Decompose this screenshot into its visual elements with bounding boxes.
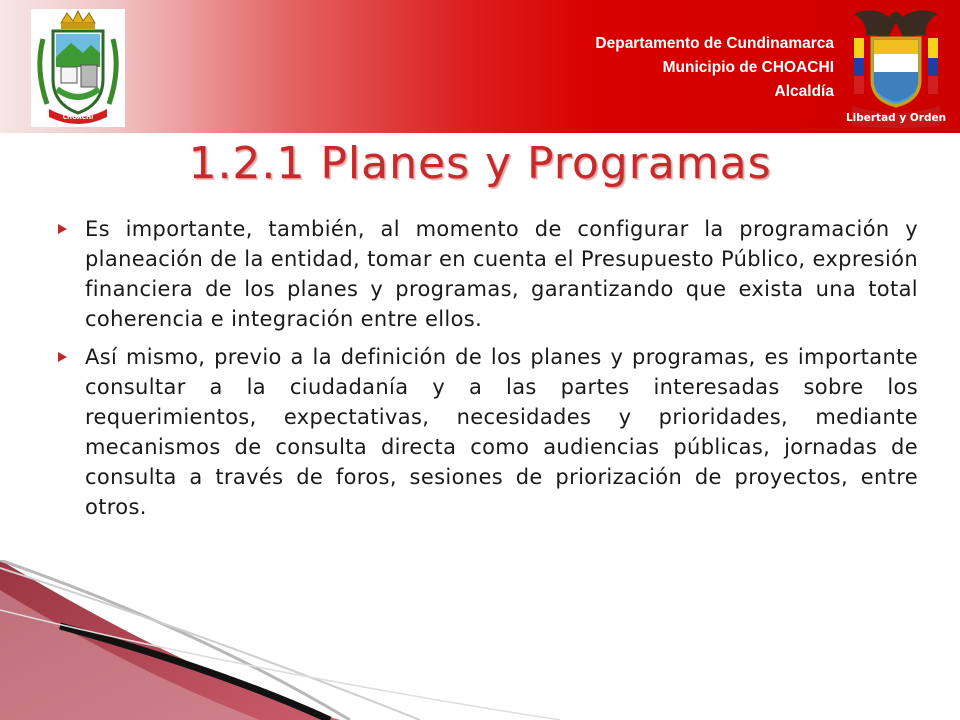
decorative-swoosh (0, 560, 560, 720)
department-label: Departamento de Cundinamarca (595, 35, 834, 52)
emblem-ribbon-text: CHOACHI (62, 114, 94, 121)
choachi-coat-of-arms-logo (31, 9, 125, 127)
colombia-coat-of-arms-logo (846, 2, 946, 130)
header-institution-block (595, 32, 834, 104)
bullet-list (58, 214, 918, 530)
bullet-item-presupuesto (58, 214, 918, 334)
bullet-text: Es importante, también, al momento de configurar la programación y planeación de la entidad, tomar en cuenta el Presupuesto Público, expresión financiera de los planes y programas, garantizando que exista una total coherencia e integración entre ellos. (85, 217, 918, 331)
municipality-label: Municipio de CHOACHI (662, 59, 834, 76)
motto-text: Libertad y Orden (846, 112, 946, 124)
triangle-bullet-icon (58, 352, 67, 362)
slide-title: 1.2.1 Planes y Programas (188, 138, 772, 189)
header-banner (0, 0, 960, 133)
office-label: Alcaldía (774, 83, 834, 100)
bullet-item-consulta (58, 342, 918, 522)
triangle-bullet-icon (58, 224, 67, 234)
bullet-text: Así mismo, previo a la definición de los planes y programas, es importante consultar a la ciudadanía y a las partes interesadas sobre los requerimientos, expectativas, necesidades y prioridades, mediante mecanismos de consulta directa como audiencias públicas, jornadas de consulta a través de foros, sesiones de priorización de proyectos, entre otros. (85, 345, 918, 519)
